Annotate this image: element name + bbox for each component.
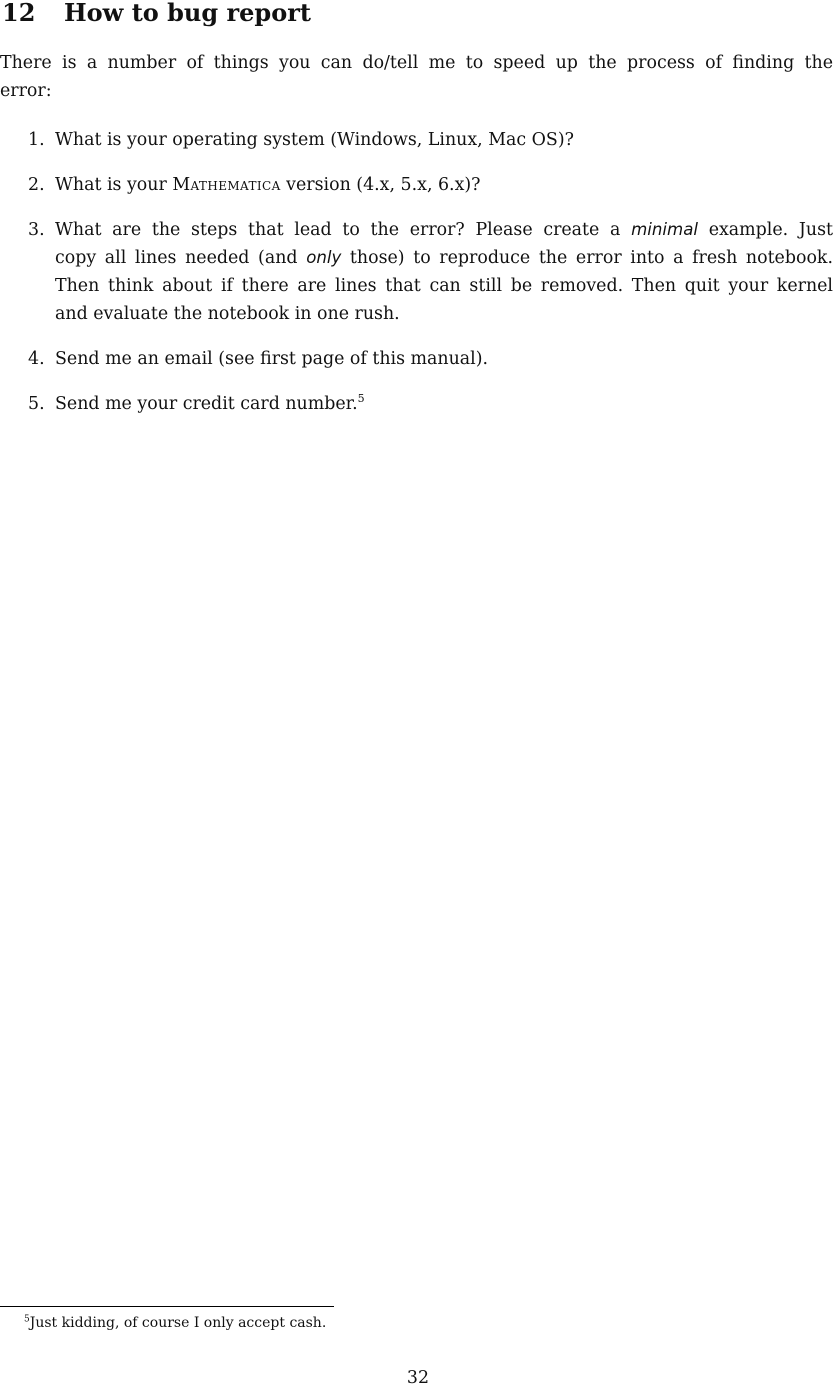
list-item-text: Send me an email (see first page of this manual). [55, 349, 489, 369]
text-segment: version (4.x, 5.x, 6.x)? [280, 175, 481, 195]
list-item-line-1 [55, 216, 833, 244]
footnote-reference: 5 [357, 392, 365, 406]
text-segment: copy all lines needed (and [55, 248, 307, 268]
list-item-text [55, 171, 833, 199]
list-item-4 [0, 345, 833, 373]
intro-line-2: error: [0, 81, 52, 101]
list-item-text [55, 390, 833, 418]
list-item-line-2 [55, 244, 833, 272]
footnote-rule [0, 1306, 334, 1307]
intro-line-1: There is a number of things you can do/tell me to speed up the process of finding the [0, 53, 833, 73]
list-marker: 2. [28, 175, 45, 195]
list-item-1 [0, 126, 833, 154]
bug-report-steps-list [0, 126, 836, 435]
text-segment: example. Just [697, 220, 833, 240]
list-item-2 [0, 171, 833, 199]
text-segment: What are the steps that lead to the error? Please create a [55, 220, 632, 240]
list-marker: 4. [28, 349, 45, 369]
footnote [24, 1313, 326, 1333]
footnote-text: Just kidding, of course I only accept cash. [29, 1315, 327, 1331]
mathematica-name: Mathematica [172, 175, 281, 195]
list-item-5 [0, 390, 833, 418]
list-item-3 [0, 216, 833, 328]
section-title: How to bug report [64, 0, 311, 27]
page-number: 32 [406, 1368, 430, 1388]
emphasis-only: only [306, 248, 342, 267]
text-segment: Send me your credit card number. [55, 394, 358, 414]
text-segment: What is your [55, 175, 173, 195]
intro-paragraph [0, 49, 833, 105]
list-item-line-3: Then think about if there are lines that can still be removed. Then quit your kernel [55, 276, 833, 296]
section-heading [2, 0, 311, 28]
footnote-mark: 5 [24, 1314, 30, 1325]
list-marker: 1. [28, 130, 45, 150]
list-item-line-4: and evaluate the notebook in one rush. [55, 304, 400, 324]
section-number: 12 [2, 0, 36, 27]
text-segment: those) to reproduce the error into a fresh notebook. [341, 248, 833, 268]
list-item-text: What is your operating system (Windows, Linux, Mac OS)? [55, 130, 574, 150]
list-marker: 5. [28, 394, 45, 414]
list-marker: 3. [28, 220, 45, 240]
emphasis-minimal: minimal [631, 220, 698, 239]
